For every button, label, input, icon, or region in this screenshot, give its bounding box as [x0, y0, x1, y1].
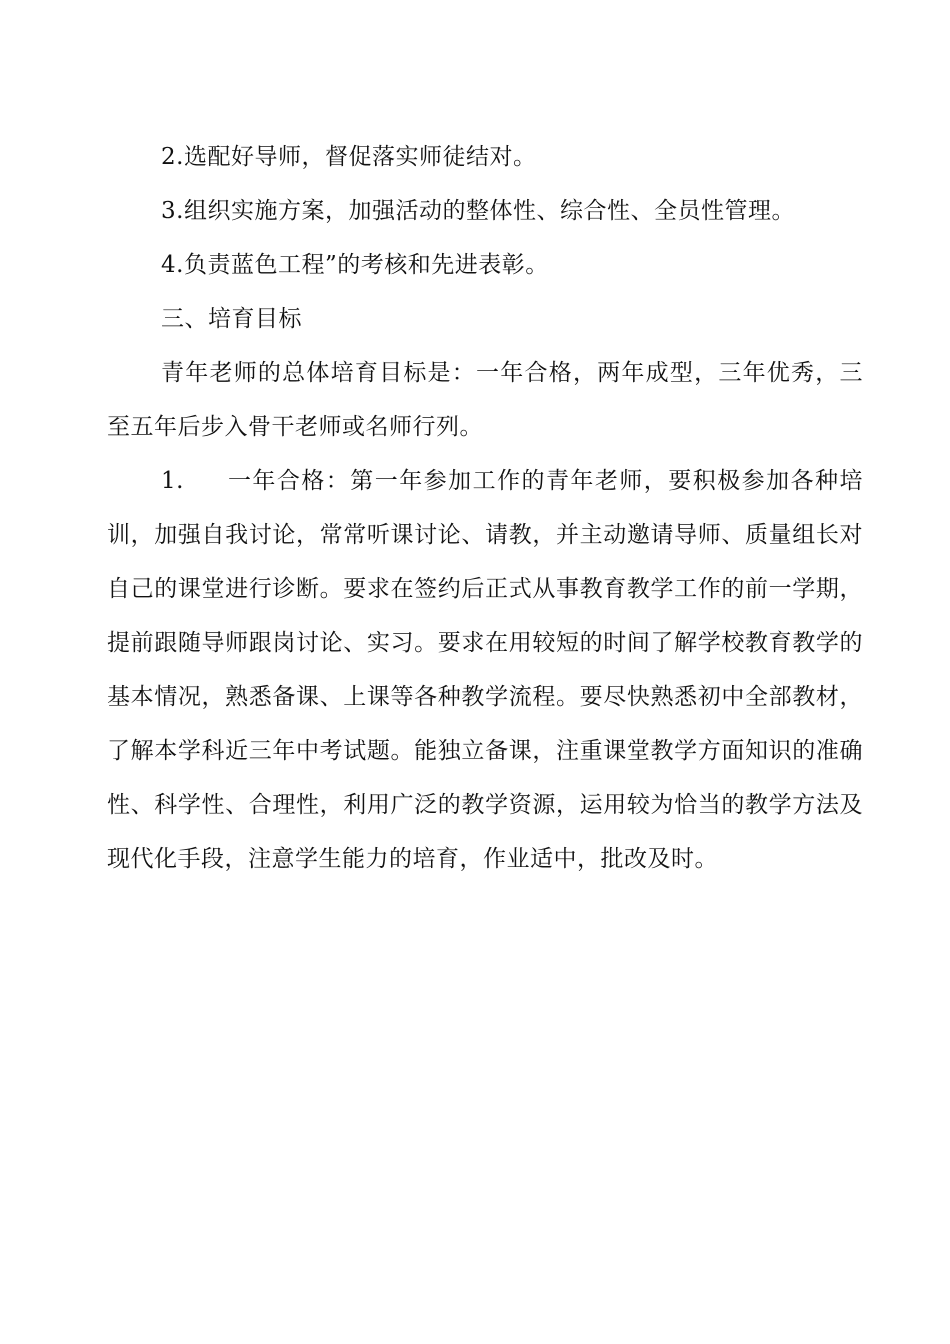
list-item-3: 3.组织实施方案，加强活动的整体性、综合性、全员性管理。 — [161, 198, 795, 224]
point-1-paragraph — [107, 454, 863, 886]
goal-paragraph: 青年老师的总体培育目标是：一年合格，两年成型，三年优秀，三至五年后步入骨干老师或名师行列。 — [107, 360, 863, 440]
list-item-2: 2.选配好导师，督促落实师徒结对。 — [161, 144, 537, 170]
document-body — [107, 130, 863, 886]
section-heading: 三、培育目标 — [161, 306, 302, 332]
list-item-4: 4.负责蓝色工程”的考核和先进表彰。 — [161, 252, 549, 278]
point-1-number: 1. — [161, 468, 184, 494]
point-1-text: 一年合格：第一年参加工作的青年老师，要积极参加各种培训，加强自我讨论，常常听课讨论、请教，并主动邀请导师、质量组长对自己的课堂进行诊断。要求在签约后正式从事教育教学工作的前一学期，提前跟随导师跟岗讨论、实习。要求在用较短的时间了解学校教育教学的基本情况，熟悉备课、上课等各种教学流程。要尽快熟悉初中全部教材，了解本学科近三年中考试题。能独立备课，注重课堂教学方面知识的准确性、科学性、合理性，利用广泛的教学资源，运用较为恰当的教学方法及现代化手段，注意学生能力的培育，作业适中，批改及时。 — [107, 468, 863, 872]
